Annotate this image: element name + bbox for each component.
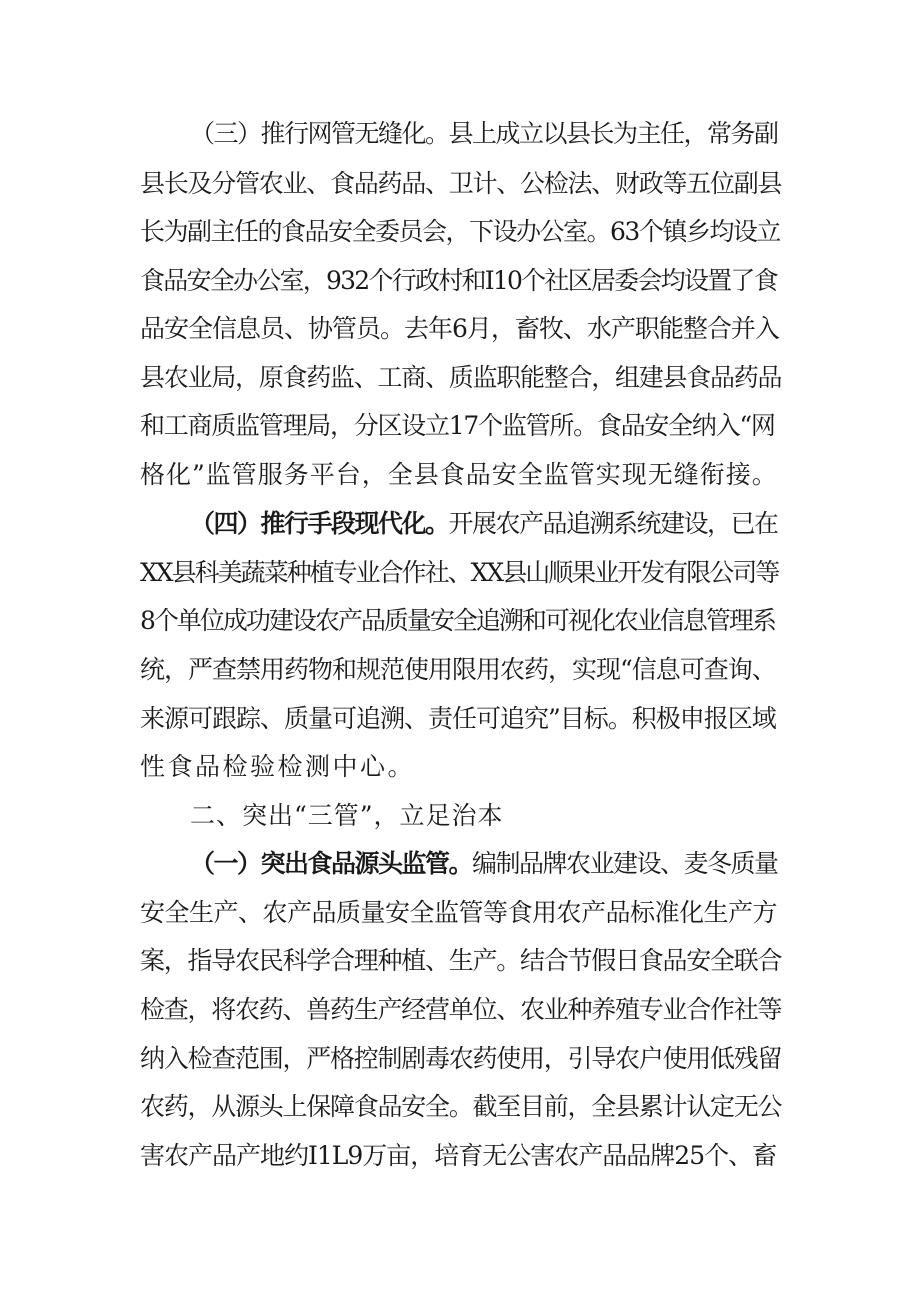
paragraph-line: 品安全信息员、协管员。去年6月，畜牧、水产职能整合并入 [140, 314, 779, 343]
paragraph-line: 长为副主任的食品安全委员会，下设办公室。63个镇乡均设立 [140, 217, 780, 246]
paragraph-line [190, 508, 780, 540]
paragraph-text: 开展农产品追溯系统建设，已在 [448, 509, 778, 538]
paragraph-line: 农药，从源头上保障食品安全。截至目前，全县累计认定无公 [140, 1092, 782, 1121]
paragraph-text: 编制品牌农业建设、麦冬质量 [472, 849, 778, 878]
section-heading: 二、突出“三管”，立足治本 [190, 801, 504, 830]
paragraph-line: 食品安全办公室，932个行政村和I10个社区居委会均设置了食 [140, 266, 777, 295]
paragraph-line: 和工商质监管理局，分区设立17个监管所。食品安全纳入“网 [140, 411, 775, 440]
paragraph-line: 安全生产、农产品质量安全监管等食用农产品标准化生产方 [140, 898, 778, 927]
paragraph-line: 性食品检验检测中心。 [140, 752, 416, 781]
paragraph-line: 来源可跟踪、质量可追溯、责任可追究”目标。积极申报区域 [140, 704, 776, 733]
paragraph-line: 格化”监管服务平台，全县食品安全监管实现无缝衔接。 [140, 460, 778, 489]
paragraph-line: 检查，将农药、兽药生产经营单位、农业种养殖专业合作社等 [140, 995, 782, 1024]
paragraph-line: 害农产品产地约I1L9万亩，培育无公害农产品品牌25个、畜 [140, 1141, 777, 1170]
paragraph-line: XX县科美蔬菜种植专业合作社、XX县山顺果业开发有限公司等 [140, 558, 779, 587]
paragraph-line: 县长及分管农业、食品药品、卫计、公检法、财政等五位副县 [140, 169, 782, 198]
paragraph-line: （三）推行网管无缝化。县上成立以县长为主任，常务副 [190, 119, 778, 148]
paragraph-line [190, 848, 780, 880]
paragraph-line: 案，指导农民科学合理种植、生产。结合节假日食品安全联合 [140, 946, 782, 975]
section-title: （四）推行手段现代化。 [190, 509, 449, 538]
paragraph-line: 统，严查禁用药物和规范使用限用农药，实现“信息可查询、 [140, 655, 776, 684]
paragraph-line: 县农业局，原食药监、工商、质监职能整合，组建县食品药品 [140, 363, 782, 392]
paragraph-line: 纳入检查范围，严格控制剧毒农药使用，引导农户使用低残留 [140, 1044, 782, 1073]
paragraph-line: 8个单位成功建设农产品质量安全追溯和可视化农业信息管理系 [140, 606, 775, 635]
section-title: （一）突出食品源头监管。 [190, 849, 473, 878]
